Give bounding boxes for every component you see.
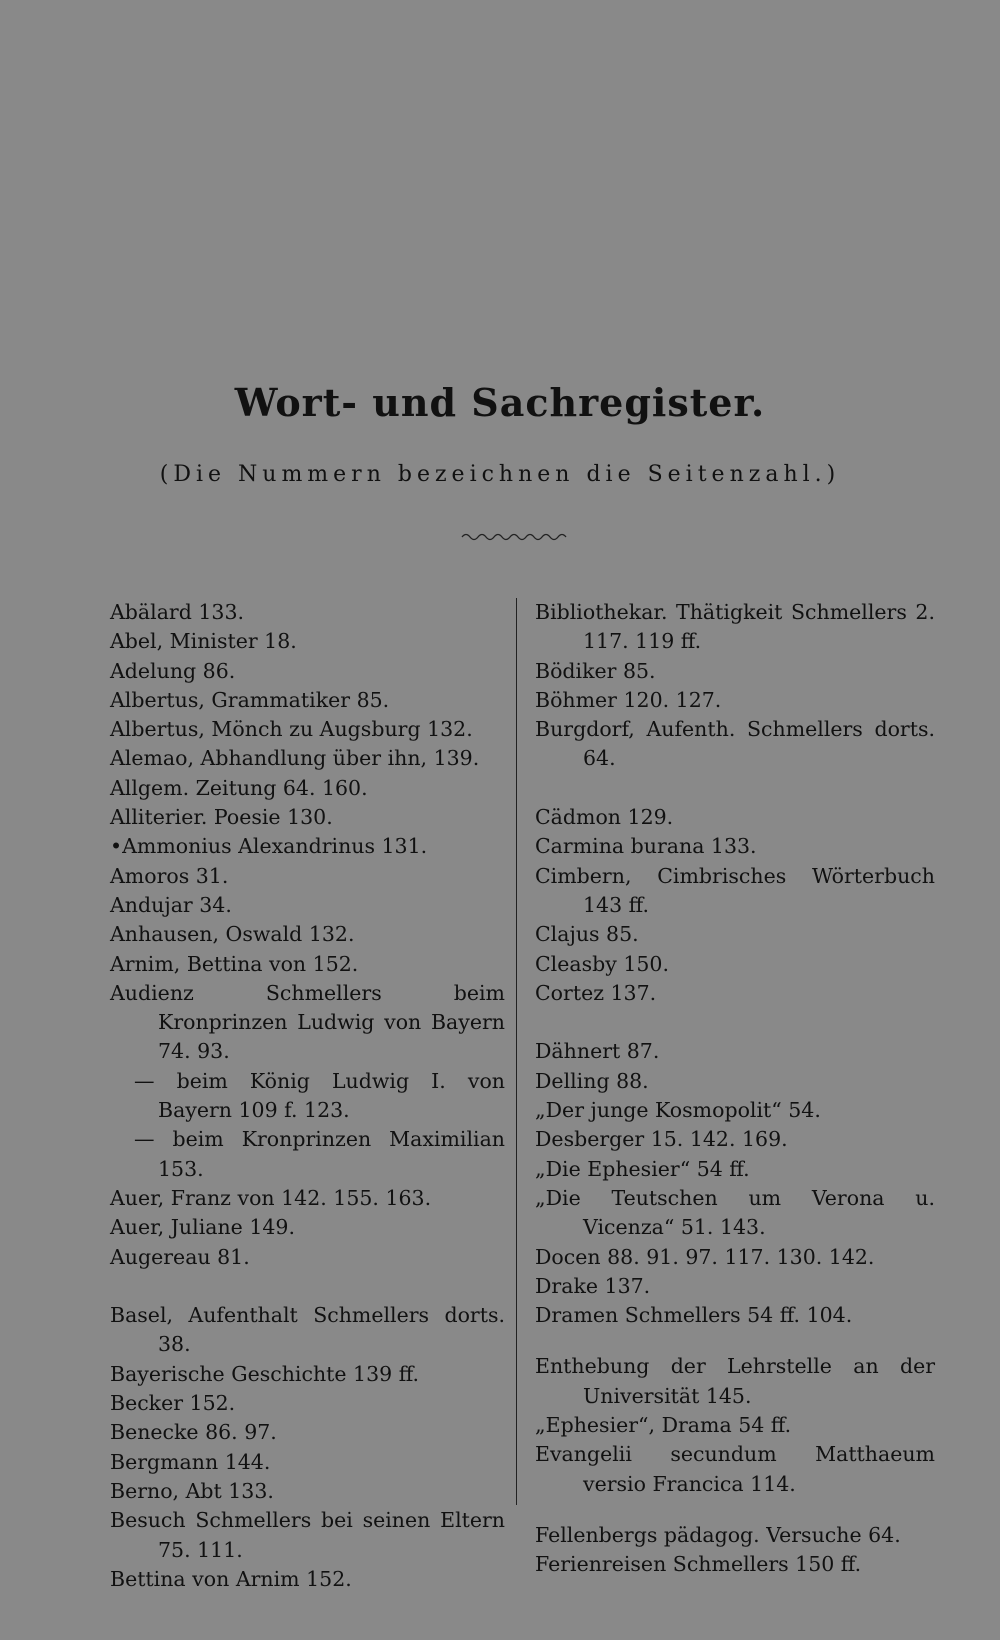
page-title: Wort- und Sachregister.	[234, 380, 766, 425]
column-divider	[516, 598, 517, 1505]
index-entry: Allgem. Zeitung 64. 160.	[110, 775, 368, 800]
index-entry: •Ammonius Alexandrinus 131.	[110, 834, 428, 859]
section-gap	[535, 1499, 935, 1521]
index-entry: Dramen Schmellers 54 ff. 104.	[535, 1303, 853, 1328]
page-subtitle: (Die Nummern bezeichnen die Seitenzahl.)	[159, 462, 841, 487]
index-entry: Delling 88.	[535, 1068, 649, 1093]
index-entry: Clajus 85.	[535, 922, 639, 947]
index-entry: Berno, Abt 133.	[110, 1478, 274, 1503]
index-entry: Bergmann 144.	[110, 1449, 271, 1474]
index-entry: Evangelii secundum Matthaeum versio Francica 114.	[535, 1442, 935, 1496]
index-entry: Auer, Juliane 149.	[110, 1215, 295, 1240]
index-subentry: — beim König Ludwig I. von Bayern 109 f. 123.	[134, 1068, 505, 1123]
index-entry: Abel, Minister 18.	[110, 629, 297, 654]
index-entry: Besuch Schmellers bei seinen Eltern 75. 111.	[110, 1508, 505, 1562]
index-entry: Alliterier. Poesie 130.	[110, 805, 333, 830]
index-entry: Amoros 31.	[110, 863, 229, 888]
index-entry: Ferienreisen Schmellers 150 ff.	[535, 1552, 862, 1577]
index-entry: Abälard 133.	[110, 600, 245, 624]
index-entry: Bettina von Arnim 152.	[110, 1566, 352, 1591]
index-entry: Fellenbergs pädagog. Versuche 64.	[535, 1522, 901, 1547]
index-entry: Desberger 15. 142. 169.	[535, 1127, 788, 1152]
index-entry: Becker 152.	[110, 1391, 236, 1416]
index-entry: „Die Ephesier“ 54 ff.	[535, 1156, 750, 1181]
index-entry: Burgdorf, Aufenth. Schmellers dorts. 64.	[535, 717, 935, 771]
index-entry: Bödiker 85.	[535, 658, 656, 683]
index-entry: „Der junge Kosmopolit“ 54.	[535, 1098, 821, 1123]
index-entry: Arnim, Bettina von 152.	[110, 951, 359, 976]
index-entry: Albertus, Mönch zu Augsburg 132.	[110, 717, 473, 742]
index-subentry: — beim Kronprinzen Maximilian 153.	[134, 1127, 505, 1181]
index-entry: Anhausen, Oswald 132.	[110, 922, 355, 947]
section-gap	[535, 774, 935, 803]
index-entry: Docen 88. 91. 97. 117. 130. 142.	[535, 1244, 875, 1269]
index-entry: Basel, Aufenthalt Schmellers dorts. 38.	[110, 1303, 505, 1357]
wavy-ornament-icon	[460, 530, 570, 544]
section-gap	[110, 1272, 505, 1301]
section-gap	[535, 1008, 935, 1037]
index-entry: Benecke 86. 97.	[110, 1420, 277, 1445]
index-entry: „Ephesier“, Drama 54 ff.	[535, 1413, 792, 1438]
index-entry: Albertus, Grammatiker 85.	[110, 687, 390, 712]
index-entry: Cimbern, Cimbrisches Wörterbuch 143 ff.	[535, 863, 935, 917]
index-entry: Auer, Franz von 142. 155. 163.	[110, 1185, 432, 1210]
index-entry: Andujar 34.	[110, 892, 232, 917]
index-entry: Adelung 86.	[110, 658, 236, 683]
index-column-left	[110, 598, 505, 1594]
index-entry: Böhmer 120. 127.	[535, 687, 722, 712]
index-entry: Cortez 137.	[535, 980, 657, 1005]
index-entry: Alemao, Abhandlung über ihn, 139.	[110, 746, 480, 771]
index-entry: Cädmon 129.	[535, 805, 674, 830]
index-entry: Bayerische Geschichte 139 ff.	[110, 1361, 420, 1386]
index-entry: Audienz Schmellers beim Kronprinzen Ludwig von Bayern 74. 93.	[110, 980, 505, 1064]
section-gap	[535, 1330, 935, 1352]
index-entry: „Die Teutschen um Verona u. Vicenza“ 51. 143.	[535, 1185, 935, 1240]
index-entry: Cleasby 150.	[535, 951, 669, 976]
index-entry: Carmina burana 133.	[535, 834, 757, 859]
index-entry: Dähnert 87.	[535, 1039, 660, 1064]
index-entry: Enthebung der Lehrstelle an der Universität 145.	[535, 1354, 935, 1408]
index-entry: Augereau 81.	[110, 1244, 250, 1269]
index-entry: Drake 137.	[535, 1273, 651, 1298]
index-column-right	[535, 598, 935, 1580]
index-entry: Bibliothekar. Thätigkeit Schmellers 2. 117. 119 ff.	[535, 600, 935, 654]
